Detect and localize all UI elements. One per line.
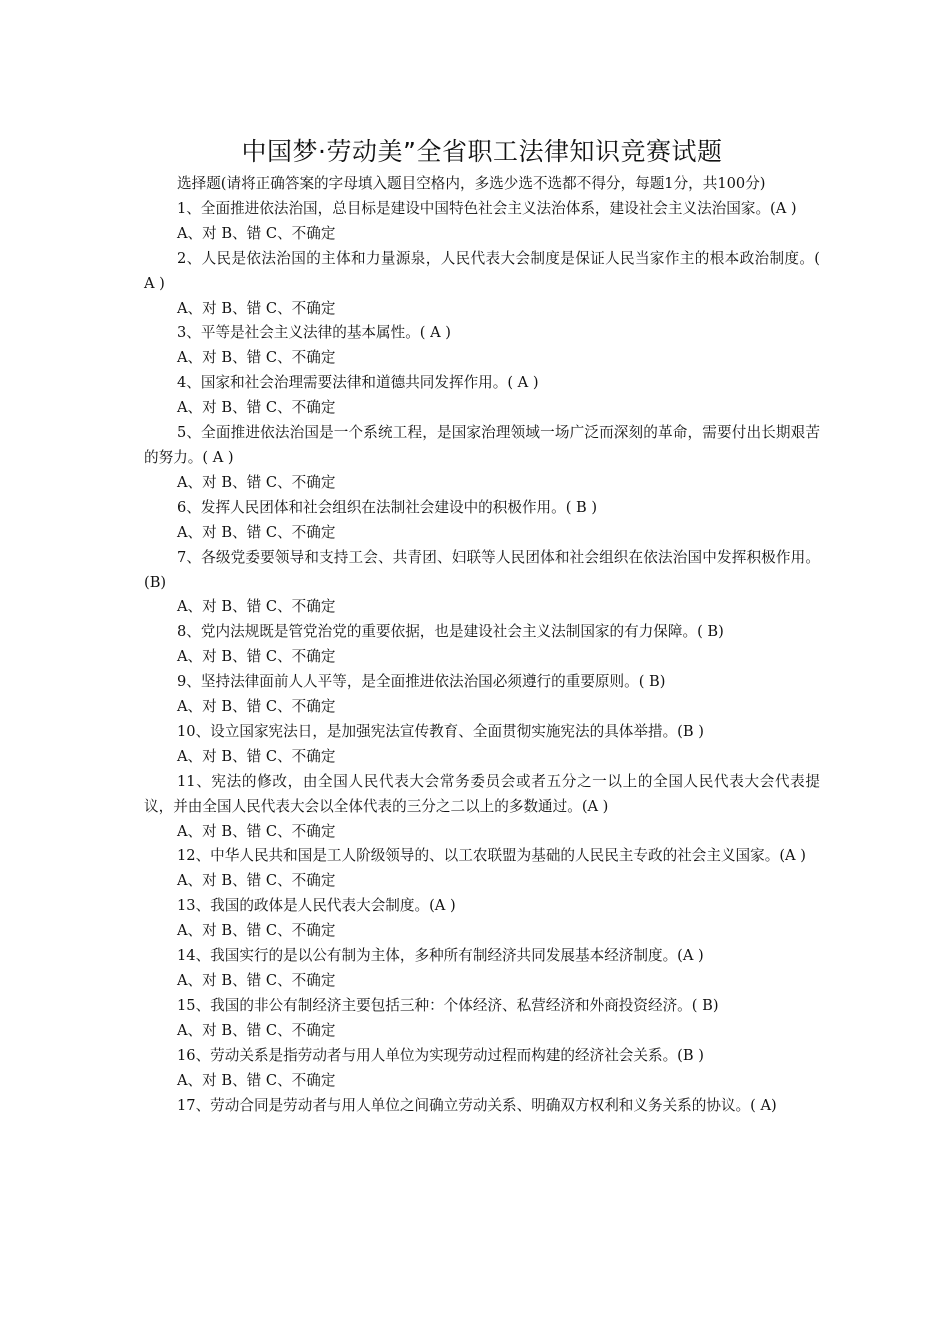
question-16: 16、劳动关系是指劳动者与用人单位为实现劳动过程而构建的经济社会关系。(B ) [177,1046,704,1064]
question-1-options: A、对 B、错 C、不确定 [177,224,336,242]
question-5: 5、全面推进依法治国是一个系统工程，是国家治理领域一场广泛而深刻的革命，需要付出长期艰苦的努力。( A ) [144,424,820,466]
question-14: 14、我国实行的是以公有制为主体，多种所有制经济共同发展基本经济制度。(A ) [177,947,704,965]
question-6: 6、发挥人民团体和社会组织在法制社会建设中的积极作用。( B ) [177,498,598,516]
question-13-options: A、对 B、错 C、不确定 [177,922,336,940]
question-11: 11、宪法的修改，由全国人民代表大会常务委员会或者五分之一以上的全国人民代表大会代表提议，并由全国人民代表大会以全体代表的三分之二以上的多数通过。(A ) [144,772,820,815]
question-3-options: A、对 B、错 C、不确定 [177,349,336,367]
question-4: 4、国家和社会治理需要法律和道德共同发挥作用。( A ) [177,374,539,392]
question-8-options: A、对 B、错 C、不确定 [177,648,336,666]
question-3: 3、平等是社会主义法律的基本属性。( A ) [177,324,451,342]
question-12: 12、中华人民共和国是工人阶级领导的、以工农联盟为基础的人民民主专政的社会主义国家。(A ) [177,847,806,865]
document-title: 中国梦·劳动美”全省职工法律知识竞赛试题 [241,137,723,166]
question-5-options: A、对 B、错 C、不确定 [177,473,336,491]
question-1: 1、全面推进依法治国，总目标是建设中国特色社会主义法治体系，建设社会主义法治国家。(A ) [177,199,797,217]
question-9: 9、坚持法律面前人人平等，是全面推进依法治国必须遵行的重要原则。( B) [177,673,666,691]
question-7: 7、各级党委要领导和支持工会、共青团、妇联等人民团体和社会组织在依法治国中发挥积极作用。(B) [144,548,820,591]
question-16-options: A、对 B、错 C、不确定 [177,1071,336,1089]
document-body [144,172,820,1118]
question-6-options: A、对 B、错 C、不确定 [177,523,336,541]
instructions: 选择题(请将正确答案的字母填入题目空格内，多选少选不选都不得分，每题1分，共100分) [177,175,766,192]
question-14-options: A、对 B、错 C、不确定 [177,972,336,989]
question-2: 2、人民是依法治国的主体和力量源泉，人民代表大会制度是保证人民当家作主的根本政治制度。( A ) [144,249,820,292]
question-15-options: A、对 B、错 C、不确定 [177,1021,336,1039]
question-11-options: A、对 B、错 C、不确定 [177,822,336,840]
question-10-options: A、对 B、错 C、不确定 [177,747,336,765]
question-7-options: A、对 B、错 C、不确定 [177,598,336,616]
question-2-options: A、对 B、错 C、不确定 [177,299,336,317]
document-page [144,132,820,1118]
question-17: 17、劳动合同是劳动者与用人单位之间确立劳动关系、明确双方权利和义务关系的协议。( A) [177,1096,777,1114]
question-10: 10、设立国家宪法日，是加强宪法宣传教育、全面贯彻实施宪法的具体举措。(B ) [177,722,704,740]
question-15: 15、我国的非公有制经济主要包括三种：个体经济、私营经济和外商投资经济。( B) [177,996,719,1014]
question-9-options: A、对 B、错 C、不确定 [177,698,336,716]
question-8: 8、党内法规既是管党治党的重要依据，也是建设社会主义法制国家的有力保障。( B) [177,623,724,641]
question-12-options: A、对 B、错 C、不确定 [177,872,336,890]
question-4-options: A、对 B、错 C、不确定 [177,399,336,417]
question-13: 13、我国的政体是人民代表大会制度。(A ) [177,897,456,915]
